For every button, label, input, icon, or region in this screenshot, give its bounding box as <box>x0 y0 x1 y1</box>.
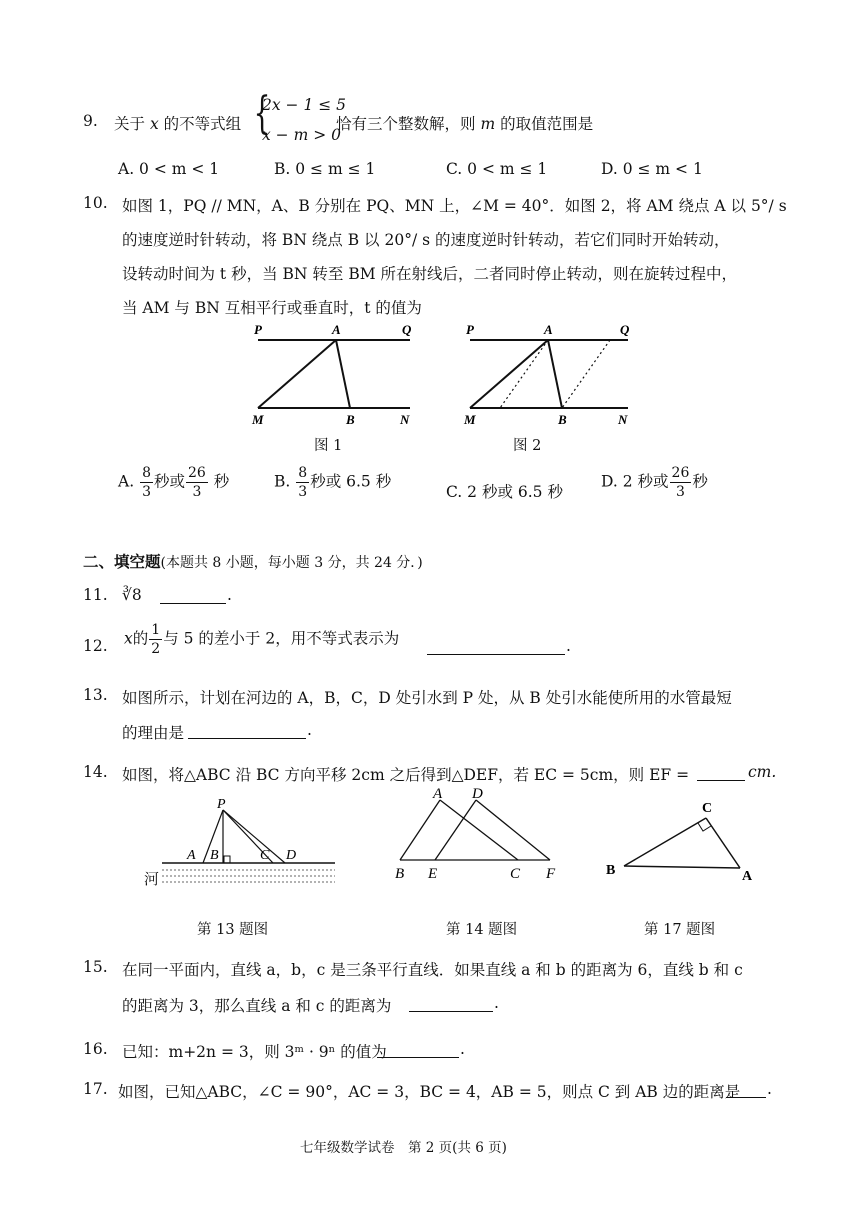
fig14-label-d: D <box>472 786 483 802</box>
q12-text-2: 与 5 的差小于 2，用不等式表示为 <box>163 629 400 648</box>
fig14-segment-ac <box>440 800 518 860</box>
section-2-heading <box>83 550 423 572</box>
numerator: 26 <box>671 465 690 481</box>
figure-13-caption: 第 13 题图 <box>197 922 269 938</box>
denominator: 2 <box>151 641 161 657</box>
q13-number: 13. <box>83 686 108 704</box>
fig17-label-b: B <box>606 863 616 878</box>
q10-option-d-label: D. 2 秒或 <box>601 472 669 491</box>
q10-option-a <box>118 466 229 499</box>
fig17-segment-bc <box>624 818 706 866</box>
q11-end: . <box>227 586 232 604</box>
q10-option-b <box>274 466 391 499</box>
fig1-label-q: Q <box>402 322 412 337</box>
q14-unit: cm. <box>748 763 777 781</box>
q9-text <box>114 112 241 134</box>
q12-var-x: x <box>124 629 133 648</box>
fig1-label-b: B <box>346 412 355 427</box>
q17-end: . <box>767 1080 772 1098</box>
fig14-segment-ab <box>400 800 440 860</box>
fraction-1-2 <box>149 623 162 656</box>
q12-answer-blank[interactable] <box>427 653 565 655</box>
fig2-label-a: A <box>544 322 553 337</box>
q14-number: 14. <box>83 763 108 781</box>
q11-answer-blank[interactable] <box>160 602 226 604</box>
q10-option-b-label: B. <box>274 472 291 491</box>
fig2-dotted-2 <box>562 340 610 408</box>
fig14-segment-de <box>435 800 476 860</box>
fig17-segment-ba <box>624 866 740 868</box>
fig1-segment-ab <box>336 340 350 408</box>
q10-line-3: 设转动时间为 t 秒，当 BN 转至 BM 所在射线后，二者同时停止转动，则在旋转过程中， <box>122 265 738 283</box>
fig2-dotted-1 <box>500 340 548 408</box>
q9-option-a: A. 0 < m < 1 <box>118 160 220 178</box>
q10-option-d-end: 秒 <box>692 472 708 491</box>
fraction-26-3 <box>670 466 692 499</box>
q9-inequality-1: 2x − 1 ≤ 5 <box>262 96 347 114</box>
q15-number: 15. <box>83 958 108 976</box>
fig13-label-p: P <box>217 797 226 812</box>
fig2-label-p: P <box>466 322 474 337</box>
q13-end: . <box>307 721 312 739</box>
q10-figure-2 <box>452 318 642 428</box>
fig1-label-n: N <box>400 412 410 427</box>
q15-line-1: 在同一平面内，直线 a，b，c 是三条平行直线．如果直线 a 和 b 的距离为 6，直线 b 和 c <box>122 961 743 979</box>
fig17-segment-ca <box>706 818 740 868</box>
q13-answer-blank[interactable] <box>188 737 306 739</box>
fraction-26-3 <box>186 466 208 499</box>
q10-option-c: C. 2 秒或 6.5 秒 <box>446 483 563 501</box>
q16-text: 已知：m+2n = 3，则 3ᵐ · 9ⁿ 的值为 <box>122 1043 387 1061</box>
denominator: 3 <box>675 484 685 500</box>
figure-14 <box>390 784 570 884</box>
q16-number: 16. <box>83 1040 108 1058</box>
q15-line-2: 的距离为 3，那么直线 a 和 c 的距离为 <box>122 997 392 1015</box>
figure-17 <box>600 796 770 896</box>
fig17-label-a: A <box>742 869 753 884</box>
fig14-segment-df <box>476 800 550 860</box>
fig1-segment-am <box>258 340 336 408</box>
q9-text-end: 的取值范围是 <box>500 115 594 133</box>
fig14-label-c: C <box>510 866 521 882</box>
q10-option-a-mid: 秒或 <box>153 472 185 491</box>
figure-13 <box>140 796 340 896</box>
fig2-label-n: N <box>618 412 628 427</box>
q16-answer-blank[interactable] <box>377 1056 459 1058</box>
numerator: 1 <box>151 622 161 638</box>
q12-text <box>124 623 399 656</box>
q10-number: 10. <box>83 194 108 212</box>
q11-expression: ∛8 <box>122 586 142 604</box>
fig13-p-to-d <box>223 810 285 863</box>
fig13-label-c: C <box>260 848 270 863</box>
denominator: 3 <box>298 484 308 500</box>
q13-line-1: 如图所示，计划在河边的 A，B，C，D 处引水到 P 处，从 B 处引水能使所用的水管最短 <box>122 689 732 707</box>
q9-option-d: D. 0 ≤ m < 1 <box>601 160 703 178</box>
q10-option-b-end: 秒或 6.5 秒 <box>310 472 392 491</box>
fig17-right-angle <box>698 823 711 831</box>
fraction-8-3 <box>296 466 309 499</box>
section-2-note: (本题共 8 小题，每小题 3 分，共 24 分．) <box>160 555 423 571</box>
denominator: 3 <box>142 484 151 500</box>
page-footer: 七年级数学试卷 第 2 页(共 6 页) <box>300 1140 507 1156</box>
fig2-segment-ab <box>548 340 562 408</box>
q16-end: . <box>460 1040 465 1058</box>
q15-answer-blank[interactable] <box>409 1010 493 1012</box>
q14-answer-blank[interactable] <box>697 779 745 781</box>
q10-line-2: 的速度逆时针转动，将 BN 绕点 B 以 20°/ s 的速度逆时针转动，若它们同时开始转动， <box>122 231 730 249</box>
q9-var-m: m <box>480 115 496 133</box>
q12-number: 12. <box>83 637 108 655</box>
q10-option-d <box>601 466 708 499</box>
fig13-right-angle <box>224 856 230 863</box>
figure-14-caption: 第 14 题图 <box>446 922 518 938</box>
q15-end: . <box>494 994 499 1012</box>
fig2-label-m: M <box>464 412 476 427</box>
section-2-title: 二、填空题 <box>83 552 161 571</box>
numerator: 8 <box>142 465 151 481</box>
q10-option-a-label: A. <box>118 472 135 491</box>
q9-text-before: 关于 <box>114 115 146 133</box>
fig14-label-e: E <box>428 866 438 882</box>
q17-text: 如图，已知△ABC，∠C = 90°，AC = 3，BC = 4，AB = 5，则点 C 到 AB 边的距离是 <box>118 1083 741 1101</box>
q10-figure-1-caption: 图 1 <box>314 438 343 454</box>
fig13-label-b: B <box>210 848 219 863</box>
fig13-label-a: A <box>187 848 196 863</box>
q9-text-mid: 的不等式组 <box>163 115 242 133</box>
q13-line-2: 的理由是 <box>122 724 185 742</box>
q10-option-a-end: 秒 <box>213 472 230 491</box>
numerator: 8 <box>298 465 308 481</box>
q9-number: 9. <box>83 112 98 130</box>
fig14-label-f: F <box>546 866 556 882</box>
q11-number: 11. <box>83 586 108 604</box>
q9-inequality-2: x − m > 0 <box>262 126 341 144</box>
q14-text: 如图，将△ABC 沿 BC 方向平移 2cm 之后得到△DEF，若 EC = 5cm，则 EF = <box>122 766 690 784</box>
fig14-label-b: B <box>395 866 405 882</box>
q9-brace: { <box>253 88 271 139</box>
fig2-label-q: Q <box>620 322 630 337</box>
q9-text-tail <box>336 112 593 134</box>
q9-option-c: C. 0 < m ≤ 1 <box>446 160 548 178</box>
q10-figure-2-caption: 图 2 <box>513 438 542 454</box>
denominator: 3 <box>192 484 202 500</box>
fig2-label-b: B <box>558 412 567 427</box>
fig2-segment-am <box>470 340 548 408</box>
q9-var-x: x <box>149 115 159 133</box>
q10-line-1: 如图 1，PQ // MN，A、B 分别在 PQ、MN 上，∠M = 40°．如图 2，将 AM 绕点 A 以 5°/ s <box>122 197 787 215</box>
fraction-8-3 <box>140 466 153 499</box>
q17-answer-blank[interactable] <box>726 1096 766 1098</box>
fig1-label-p: P <box>254 322 262 337</box>
q12-text-1: 的 <box>132 629 149 648</box>
q17-number: 17. <box>83 1080 108 1098</box>
q12-end: . <box>566 637 571 655</box>
q10-figure-1 <box>240 318 420 428</box>
fig13-river-label: 河 <box>144 870 160 888</box>
q9-text-after: 恰有三个整数解，则 <box>336 115 476 133</box>
numerator: 26 <box>188 465 206 481</box>
fig1-label-a: A <box>332 322 341 337</box>
fig1-label-m: M <box>252 412 264 427</box>
q9-option-b: B. 0 ≤ m ≤ 1 <box>274 160 376 178</box>
figure-17-caption: 第 17 题图 <box>644 922 716 938</box>
fig13-label-d: D <box>286 848 297 863</box>
fig17-label-c: C <box>702 801 713 816</box>
q10-line-4: 当 AM 与 BN 互相平行或垂直时，t 的值为 <box>122 299 422 317</box>
fig14-label-a: A <box>433 786 443 802</box>
